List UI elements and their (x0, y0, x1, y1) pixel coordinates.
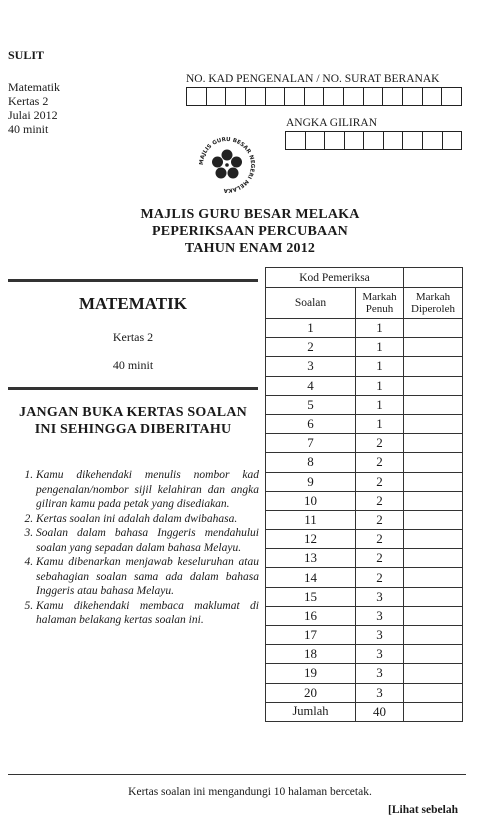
marks-obtained-box[interactable] (404, 434, 463, 453)
question-number: 5 (266, 395, 356, 414)
paper-label: Kertas 2 (112, 330, 154, 344)
table-row (266, 472, 463, 491)
table-row (266, 376, 463, 395)
table-row (266, 510, 463, 529)
question-number: 8 (266, 453, 356, 472)
divider-bottom (8, 387, 258, 390)
question-number: 1 (266, 319, 356, 338)
subject-title: MATEMATIK (79, 294, 187, 313)
header-duration: 40 minit (8, 122, 49, 136)
examiner-code-label: Kod Pemeriksa (266, 268, 404, 288)
col-question-header: Soalan (266, 288, 356, 319)
instruction-4: 4. Kamu dibenarkan menjawab keseluruhan atau sebahagian soalan sama ada dalam bahasa Inggeris atau bahasa Melayu. (36, 555, 259, 599)
examiner-code-box[interactable] (404, 268, 463, 288)
seal-emblem (196, 134, 258, 196)
marks-obtained-box[interactable] (404, 587, 463, 606)
table-row (266, 530, 463, 549)
full-marks: 2 (356, 549, 404, 568)
seal-ring-text: MAJLIS GURU BESAR NEGERI MELAKA (198, 136, 256, 194)
marks-obtained-box[interactable] (404, 453, 463, 472)
question-number: 18 (266, 645, 356, 664)
table-row (266, 414, 463, 433)
question-number: 14 (266, 568, 356, 587)
marks-obtained-box[interactable] (404, 626, 463, 645)
full-marks: 2 (356, 434, 404, 453)
question-number: 10 (266, 491, 356, 510)
marks-obtained-box[interactable] (404, 414, 463, 433)
question-number: 4 (266, 376, 356, 395)
instruction-5: 5. Kamu dikehendaki membaca maklumat di halaman belakang kertas soalan ini. (36, 599, 259, 628)
table-row (266, 626, 463, 645)
full-marks: 3 (356, 606, 404, 625)
full-marks: 1 (356, 376, 404, 395)
full-marks: 3 (356, 683, 404, 702)
table-row (266, 434, 463, 453)
marks-obtained-box[interactable] (404, 357, 463, 376)
table-row (266, 664, 463, 683)
total-label: Jumlah (266, 702, 356, 721)
marks-obtained-box[interactable] (404, 606, 463, 625)
marks-obtained-box[interactable] (404, 549, 463, 568)
total-marks-obtained[interactable] (404, 702, 463, 721)
table-row (266, 587, 463, 606)
marks-obtained-box[interactable] (404, 376, 463, 395)
question-number: 11 (266, 510, 356, 529)
table-row (266, 645, 463, 664)
full-marks: 2 (356, 491, 404, 510)
marks-obtained-box[interactable] (404, 683, 463, 702)
organizer-title: MAJLIS GURU BESAR MELAKA (140, 207, 360, 222)
marks-obtained-box[interactable] (404, 664, 463, 683)
turn-over-note: [Lihat sebelah (388, 804, 458, 816)
question-number: 3 (266, 357, 356, 376)
exam-title: PEPERIKSAAN PERCUBAAN (152, 224, 348, 239)
warning-line2: INI SEHINGGA DIBERITAHU (34, 422, 232, 437)
question-number: 15 (266, 587, 356, 606)
full-marks: 2 (356, 453, 404, 472)
full-marks: 1 (356, 338, 404, 357)
confidential-label: SULIT (8, 48, 45, 62)
full-marks: 3 (356, 664, 404, 683)
marks-table (265, 267, 463, 722)
index-number-boxes[interactable] (285, 131, 462, 150)
instruction-2: 2. Kertas soalan ini adalah dalam dwibahasa. (36, 512, 259, 527)
question-number: 19 (266, 664, 356, 683)
table-row (266, 606, 463, 625)
marks-table-body (266, 319, 463, 703)
marks-obtained-box[interactable] (404, 395, 463, 414)
table-row (266, 568, 463, 587)
header-paper: Kertas 2 (8, 94, 49, 108)
question-number: 9 (266, 472, 356, 491)
divider-top (8, 279, 258, 282)
marks-obtained-box[interactable] (404, 568, 463, 587)
full-marks: 1 (356, 414, 404, 433)
full-marks: 2 (356, 530, 404, 549)
exam-year: TAHUN ENAM 2012 (184, 241, 316, 256)
instruction-1: 1. Kamu dikehendaki menulis nombor kad pengenalan/nombor sijil kelahiran dan angka giliran kamu pada petak yang disediakan. (36, 468, 259, 512)
marks-obtained-box[interactable] (404, 510, 463, 529)
full-marks: 2 (356, 568, 404, 587)
pages-note: Kertas soalan ini mengandungi 10 halaman bercetak. (128, 786, 372, 798)
table-row (266, 319, 463, 338)
header-date: Julai 2012 (8, 108, 58, 122)
marks-obtained-box[interactable] (404, 530, 463, 549)
table-row (266, 491, 463, 510)
table-row (266, 338, 463, 357)
question-number: 6 (266, 414, 356, 433)
col-marks-obtained-header: Markah Diperoleh (404, 288, 463, 319)
index-number-label: ANGKA GILIRAN (286, 117, 378, 129)
full-marks: 1 (356, 319, 404, 338)
table-row (266, 395, 463, 414)
table-row (266, 357, 463, 376)
marks-obtained-box[interactable] (404, 319, 463, 338)
instructions-list (14, 468, 259, 628)
col-full-marks-header: Markah Penuh (356, 288, 404, 319)
full-marks: 2 (356, 472, 404, 491)
warning-line1: JANGAN BUKA KERTAS SOALAN (19, 405, 247, 420)
full-marks: 1 (356, 395, 404, 414)
ic-number-label: NO. KAD PENGENALAN / NO. SURAT BERANAK (186, 73, 440, 85)
question-number: 13 (266, 549, 356, 568)
question-number: 17 (266, 626, 356, 645)
table-row (266, 683, 463, 702)
marks-obtained-box[interactable] (404, 491, 463, 510)
full-marks: 3 (356, 626, 404, 645)
table-row (266, 549, 463, 568)
question-number: 20 (266, 683, 356, 702)
full-marks: 1 (356, 357, 404, 376)
header-subject: Matematik (8, 80, 60, 94)
duration-label: 40 minit (112, 358, 154, 372)
full-marks: 2 (356, 510, 404, 529)
full-marks: 3 (356, 587, 404, 606)
marks-obtained-box[interactable] (404, 472, 463, 491)
full-marks: 3 (356, 645, 404, 664)
total-full-marks: 40 (356, 702, 404, 721)
table-row (266, 453, 463, 472)
question-number: 16 (266, 606, 356, 625)
ic-number-boxes[interactable] (186, 87, 462, 106)
footer-divider (8, 774, 466, 775)
marks-obtained-box[interactable] (404, 645, 463, 664)
instruction-3: 3. Soalan dalam bahasa Inggeris mendahului soalan yang sepadan dalam bahasa Melayu. (36, 526, 259, 555)
marks-obtained-box[interactable] (404, 338, 463, 357)
question-number: 7 (266, 434, 356, 453)
question-number: 12 (266, 530, 356, 549)
question-number: 2 (266, 338, 356, 357)
